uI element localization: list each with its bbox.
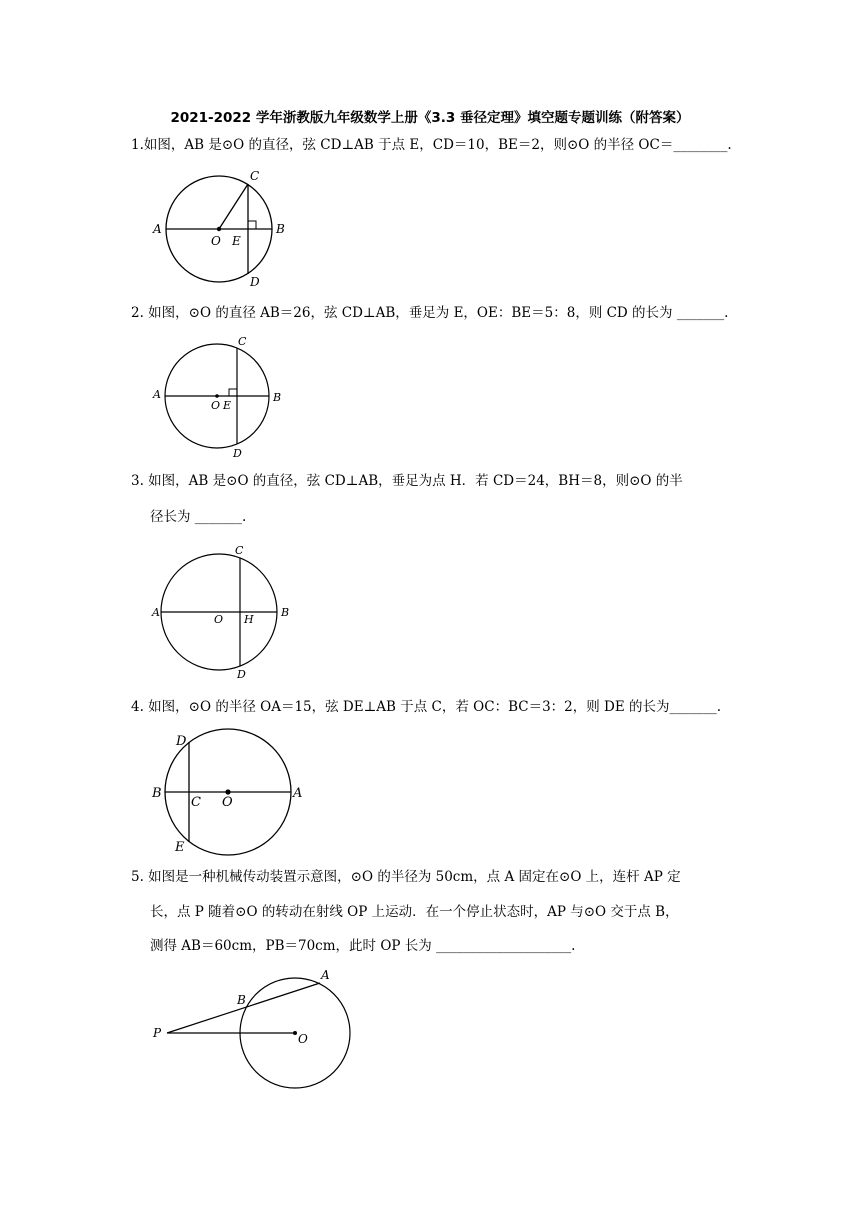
question-3-text-line-1: 3. 如图，AB 是⊙O 的直径，弦 CD⊥AB，垂足为点 H．若 CD＝24，BH＝8，则⊙O 的半 bbox=[131, 473, 683, 489]
question-1-figure bbox=[150, 165, 300, 290]
question-3-text-line-2: 径长为 _______. bbox=[150, 509, 247, 525]
q2-label-o: O bbox=[211, 399, 221, 412]
q3-label-a: A bbox=[152, 606, 160, 619]
q2-label-e: E bbox=[223, 399, 232, 412]
q4-label-e: E bbox=[175, 840, 185, 855]
q4-label-a: A bbox=[293, 786, 303, 801]
q4-label-o: O bbox=[222, 795, 233, 810]
q5-label-o: O bbox=[298, 1032, 308, 1046]
question-3-figure bbox=[150, 542, 295, 682]
q5-label-b: B bbox=[237, 993, 246, 1007]
q1-label-a: A bbox=[153, 222, 162, 236]
question-2-figure bbox=[150, 333, 290, 461]
question-5-text-line-1: 5. 如图是一种机械传动装置示意图，⊙O 的半径为 50cm，点 A 固定在⊙O 上，连杆 AP 定 bbox=[131, 869, 681, 885]
q1-label-d: D bbox=[250, 275, 260, 289]
q1-label-c: C bbox=[250, 169, 260, 183]
q2-label-d: D bbox=[233, 447, 242, 460]
question-5-text-line-2: 长，点 P 随着⊙O 的转动在射线 OP 上运动．在一个停止状态时，AP 与⊙O 交于点 B， bbox=[150, 904, 679, 920]
question-2-text: 2. 如图，⊙O 的直径 AB＝26，弦 CD⊥AB，垂足为 E，OE：BE＝5：8，则 CD 的长为 _______. bbox=[131, 305, 729, 321]
question-1-text: 1.如图，AB 是⊙O 的直径，弦 CD⊥AB 于点 E，CD＝10，BE＝2，则⊙O 的半径 OC＝________. bbox=[131, 137, 732, 153]
q1-label-e: E bbox=[232, 234, 241, 248]
q1-label-o: O bbox=[211, 234, 221, 248]
q5-label-a: A bbox=[321, 968, 330, 982]
q2-label-b: B bbox=[273, 391, 282, 404]
q2-label-a: A bbox=[153, 388, 161, 401]
q3-label-c: C bbox=[235, 544, 244, 557]
question-5-figure bbox=[150, 963, 360, 1093]
q4-label-c: C bbox=[191, 795, 201, 810]
question-4-text: 4. 如图，⊙O 的半径 OA＝15，弦 DE⊥AB 于点 C，若 OC：BC＝3：2，则 DE 的长为_______. bbox=[131, 699, 722, 715]
q5-label-p: P bbox=[153, 1026, 162, 1040]
q2-label-c: C bbox=[238, 335, 247, 348]
q3-label-b: B bbox=[281, 606, 290, 619]
page-title: 2021-2022 学年浙教版九年级数学上册《3.3 垂径定理》填空题专题训练（附答案） bbox=[170, 110, 690, 126]
q3-label-h: H bbox=[244, 613, 254, 626]
question-5-text-line-3: 测得 AB＝60cm，PB＝70cm，此时 OP 长为 ____________________. bbox=[150, 938, 576, 954]
q3-label-o: O bbox=[214, 613, 224, 626]
q1-label-b: B bbox=[276, 222, 285, 236]
q4-label-b: B bbox=[152, 786, 162, 801]
q3-label-d: D bbox=[237, 668, 246, 681]
q4-label-d: D bbox=[176, 734, 187, 749]
question-4-figure bbox=[150, 728, 310, 855]
